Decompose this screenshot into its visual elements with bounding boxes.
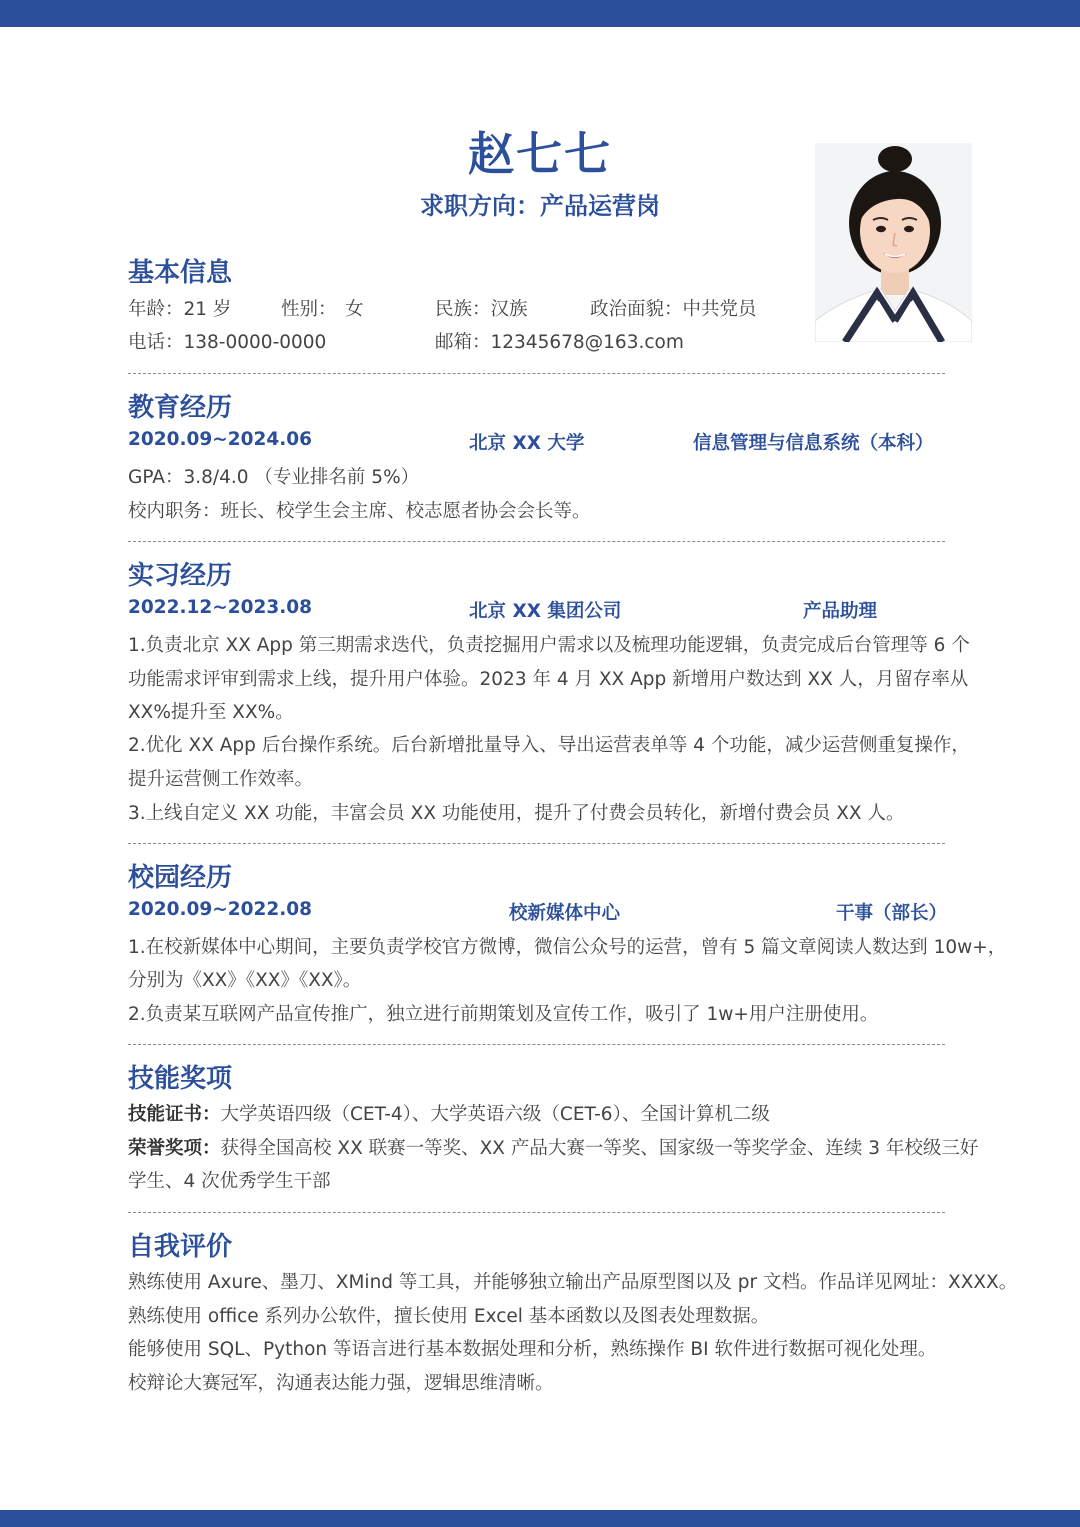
internship-line: 3.上线自定义 XX 功能，丰富会员 XX 功能使用，提升了付费会员转化，新增付费会员 XX 人。 [128,803,905,824]
education-period: 2020.09~2024.06 [128,429,313,450]
divider [128,1044,945,1045]
ethnicity: 民族：汉族 [435,299,528,320]
divider [128,843,945,844]
education-gpa: GPA：3.8/4.0 （专业排名前 5%） [128,467,420,488]
campus-org: 校新媒体中心 [509,903,621,924]
self-eval-line: 熟练使用 office 系列办公软件，擅长使用 Excel 基本函数以及图表处理数据。 [128,1306,770,1327]
campus-period: 2020.09~2022.08 [128,899,313,920]
section-title-education: 教育经历 [128,393,233,423]
top-accent-bar [0,0,1080,27]
internship-line: XX%提升至 XX%。 [128,702,294,723]
campus-line: 2.负责某互联网产品宣传推广，独立进行前期策划及宣传工作，吸引了 1w+用户注册使用。 [128,1004,879,1025]
self-eval-line: 校辩论大赛冠军，沟通表达能力强，逻辑思维清晰。 [128,1373,554,1394]
job-objective: 求职方向：产品运营岗 [420,192,660,220]
divider [128,541,945,542]
phone: 电话：138-0000-0000 [128,332,327,353]
internship-period: 2022.12~2023.08 [128,597,313,618]
skills-cert-row [128,1100,770,1126]
internship-line: 2.优化 XX App 后台操作系统。后台新增批量导入、导出运营表单等 4 个功能，减少运营侧重复操作， [128,735,970,756]
skills-honor-row [128,1134,978,1160]
divider [128,373,945,374]
internship-line: 提升运营侧工作效率。 [128,769,314,790]
education-major: 信息管理与信息系统（本科） [693,433,934,454]
education-school: 北京 XX 大学 [469,433,585,454]
gender-value: 女 [345,299,364,320]
section-title-campus: 校园经历 [128,863,233,893]
age: 年龄：21 岁 [128,299,232,320]
gender-label: 性别： [281,299,337,320]
internship-position: 产品助理 [803,601,878,622]
email: 邮箱：12345678@163.com [435,332,684,353]
self-eval-line: 能够使用 SQL、Python 等语言进行基本数据处理和分析，熟练操作 BI 软件进行数据可视化处理。 [128,1339,937,1360]
skills-honor-text: 获得全国高校 XX 联赛一等奖、XX 产品大赛一等奖、国家级一等奖学金、连续 3 年校级三好 [220,1138,979,1159]
section-title-basic-info: 基本信息 [128,258,233,288]
section-title-skills: 技能奖项 [128,1064,233,1094]
internship-line: 1.负责北京 XX App 第三期需求迭代，负责挖掘用户需求以及梳理功能逻辑，负责完成后台管理等 6 个 [128,635,970,656]
internship-company: 北京 XX 集团公司 [469,601,622,622]
campus-line: 1.在校新媒体中心期间，主要负责学校官方微博，微信公众号的运营，曾有 5 篇文章阅读人数达到 10w+， [128,937,1007,958]
bottom-accent-bar [0,1510,1080,1527]
skills-honor-label: 荣誉奖项： [128,1138,221,1159]
campus-line: 分别为《XX》《XX》《XX》。 [128,970,362,991]
internship-line: 功能需求评审到需求上线，提升用户体验。2023 年 4 月 XX App 新增用户数达到 XX 人，月留存率从 [128,669,969,690]
skills-honor-text-cont: 学生、4 次优秀学生干部 [128,1171,331,1192]
candidate-name: 赵七七 [468,127,612,181]
education-roles: 校内职务：班长、校学生会主席、校志愿者协会会长等。 [128,501,591,522]
section-title-internship: 实习经历 [128,561,233,591]
divider [128,1212,945,1213]
skills-cert-text: 大学英语四级（CET-4）、大学英语六级（CET-6）、全国计算机二级 [220,1104,770,1125]
profile-photo [815,143,972,342]
section-title-self-eval: 自我评价 [128,1232,233,1262]
campus-position: 干事（部长） [836,903,948,924]
self-eval-line: 熟练使用 Axure、墨刀、XMind 等工具，并能够独立输出产品原型图以及 pr 文档。作品详见网址：XXXX。 [128,1272,1018,1293]
skills-cert-label: 技能证书： [128,1104,221,1125]
political-status: 政治面貌：中共党员 [590,299,757,320]
